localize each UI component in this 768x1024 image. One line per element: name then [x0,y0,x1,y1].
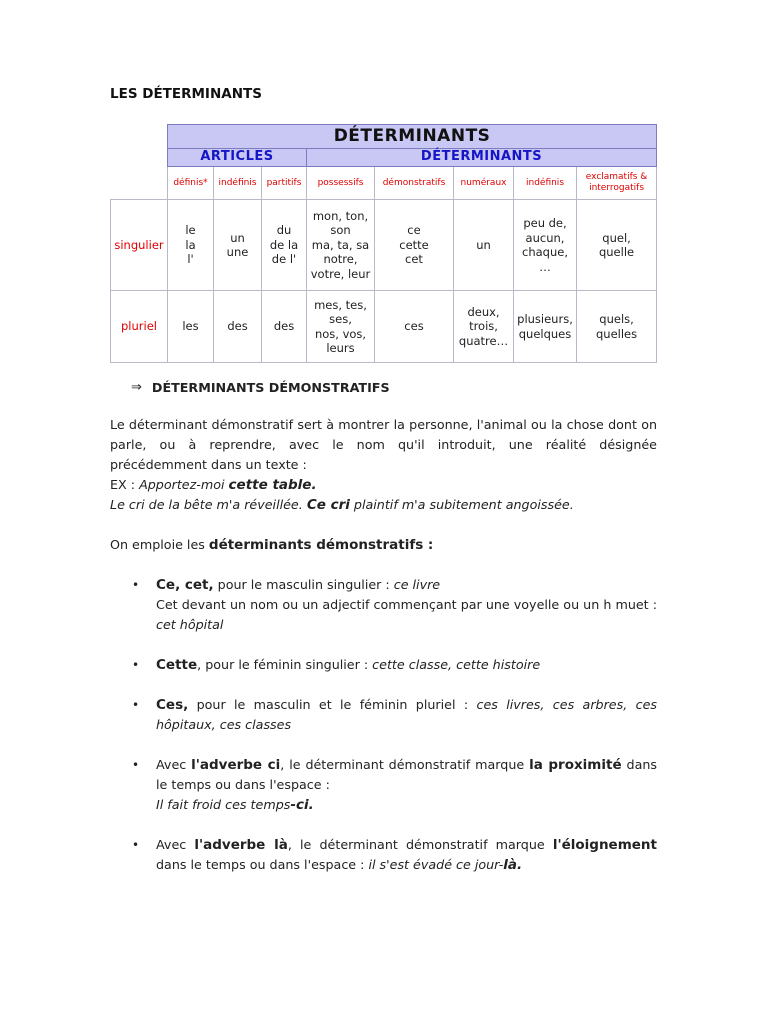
example-line-2: Le cri de la bête m'a réveillée. Ce cri plaintif m'a subitement angoissée. [110,497,574,513]
demonstratives-list [110,575,657,875]
bullet-icon: • [132,758,140,772]
section-heading-text: DÉTERMINANTS DÉMONSTRATIFS [151,380,390,395]
table-cell: un [454,200,514,291]
arrow-icon: ⇒ [131,380,142,395]
table-cell: un une [214,200,262,291]
subheader-definis: définis* [168,167,214,200]
table-corner [111,167,168,200]
subheader-demonstratifs: démonstratifs [375,167,454,200]
row-label-pluriel: pluriel [111,291,168,363]
table-cell: plusieurs, quelques [514,291,577,363]
section-heading [131,378,657,398]
intro-line: On emploie les déterminants démonstratifs : [110,537,434,553]
list-item: • Avec l'adverbe là, le déterminant démonstratif marque l'éloignement dans le temps ou dans l'espace : il s'est évadé ce jour-là. [132,837,657,873]
bullet-icon: • [132,578,140,592]
list-item: • Avec l'adverbe ci, le déterminant démonstratif marque la proximité dans le temps ou dans l'espace : Il fait froid ces temps-ci. [132,757,657,813]
table-cell: ces [375,291,454,363]
table-cell: quels, quelles [577,291,657,363]
table-main-header: DÉTERMINANTS [168,125,657,149]
document-body [110,378,657,895]
subheader-numeraux: numéraux [454,167,514,200]
list-item: • Cette, pour le féminin singulier : cette classe, cette histoire [132,657,541,673]
table-cell: des [214,291,262,363]
table-cell: du de la de l' [262,200,307,291]
table-cell: mes, tes, ses, nos, vos, leurs [307,291,375,363]
table-cell: ce cette cet [375,200,454,291]
table-corner [111,125,168,149]
subheader-indefinis: indéfinis [514,167,577,200]
bullet-icon: • [132,698,140,712]
list-item: • Ce, cet, pour le masculin singulier : ce livre Cet devant un nom ou un adjectif commençant par une voyelle ou un h muet : cet hôpital [132,577,657,632]
table-cell: deux, trois, quatre… [454,291,514,363]
table-group-articles: ARTICLES [168,149,307,167]
page-title: LES DÉTERMINANTS [110,86,262,102]
list-item: • Ces, pour le masculin et le féminin pluriel : ces livres, ces arbres, ces hôpitaux, ces classes [132,697,657,732]
subheader-exclamatifs: exclamatifs & interrogatifs [577,167,657,200]
table-group-determinants: DÉTERMINANTS [307,149,657,167]
bullet-icon: • [132,658,140,672]
table-cell: quel, quelle [577,200,657,291]
subheader-possessifs: possessifs [307,167,375,200]
table-cell: les [168,291,214,363]
subheader-partitifs: partitifs [262,167,307,200]
example-line-1: EX : Apportez-moi cette table. [110,477,317,493]
table-cell: mon, ton, son ma, ta, sa notre, votre, leur [307,200,375,291]
determinants-table [110,124,656,359]
definition-paragraph: Le déterminant démonstratif sert à montrer la personne, l'animal ou la chose dont on parle, ou à reprendre, avec le nom qu'il introduit, une réalité désignée précédemment dans un texte : [110,417,657,472]
table-corner [111,149,168,167]
table-cell: des [262,291,307,363]
subheader-indefinis-articles: indéfinis [214,167,262,200]
row-label-singulier: singulier [111,200,168,291]
table-cell: le la l' [168,200,214,291]
bullet-icon: • [132,838,140,852]
table-cell: peu de, aucun, chaque, … [514,200,577,291]
